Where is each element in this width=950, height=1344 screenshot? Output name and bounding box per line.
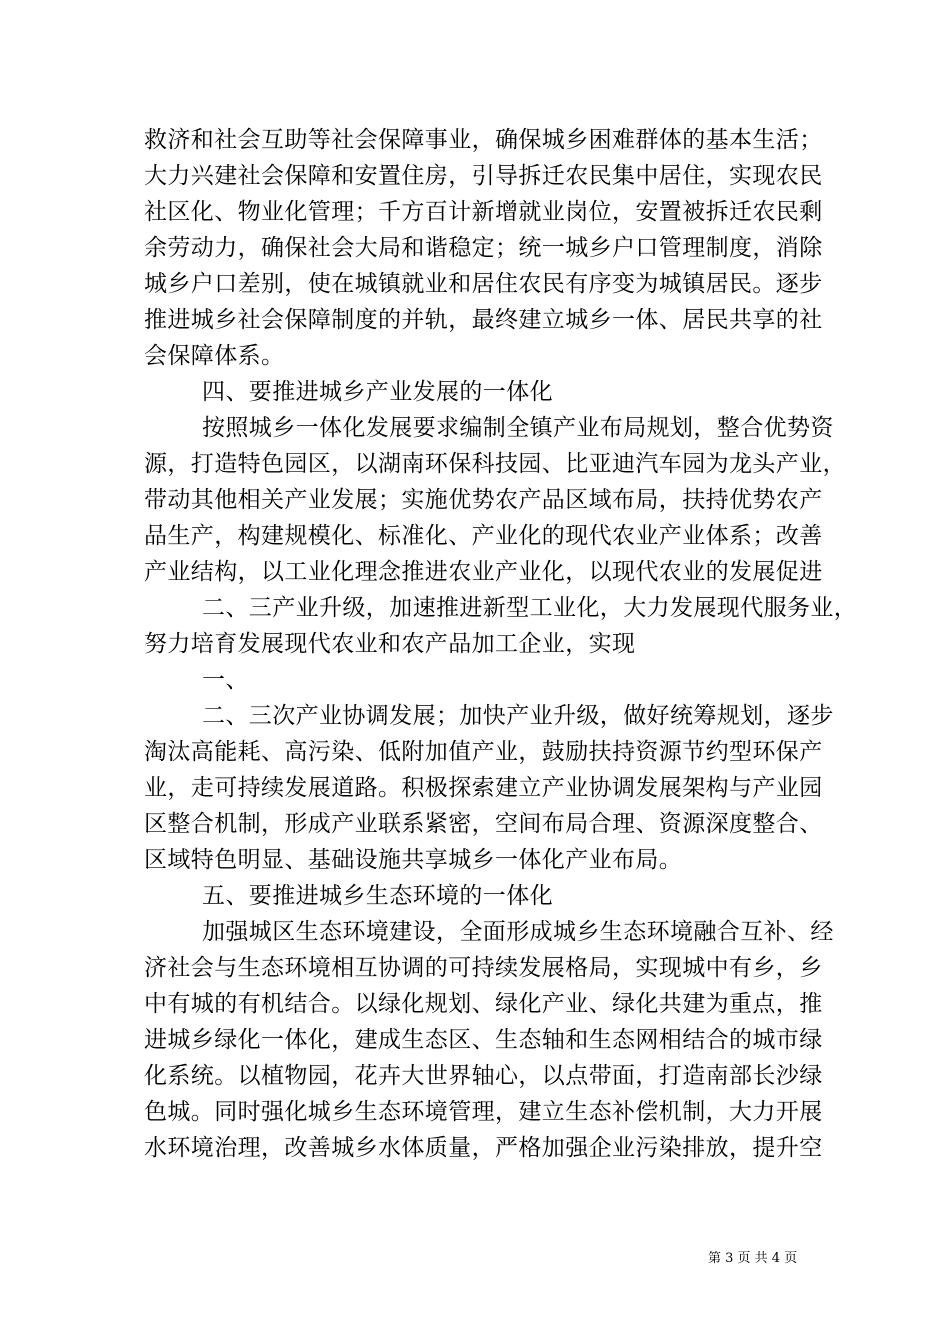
text-line: 化系统。以植物园，花卉大世界轴心，以点带面，打造南部长沙绿 (144, 1063, 823, 1089)
text-line: 二、三次产业协调发展；加快产业升级，做好统筹规划，逐步 (202, 703, 834, 729)
text-line: 努力培育发展现代农业和农产品加工企业，实现 (144, 631, 636, 657)
text-line: 源，打造特色园区，以湖南环保科技园、比亚迪汽车园为龙头产业， (144, 451, 846, 477)
text-line: 色城。同时强化城乡生态环境管理，建立生态补偿机制，大力开展 (144, 1099, 823, 1125)
text-line: 救济和社会互助等社会保障事业，确保城乡困难群体的基本生活； (144, 127, 823, 153)
text-line: 中有城的有机结合。以绿化规划、绿化产业、绿化共建为重点，推 (144, 991, 823, 1017)
text-line: 进城乡绿化一体化，建成生态区、生态轴和生态网相结合的城市绿 (144, 1027, 823, 1053)
text-line: 带动其他相关产业发展；实施优势农产品区域布局，扶持优势农产 (144, 487, 823, 513)
text-line: 余劳动力，确保社会大局和谐稳定；统一城乡户口管理制度，消除 (144, 235, 823, 261)
text-line: 二、三产业升级，加速推进新型工业化，大力发展现代服务业， (202, 595, 858, 621)
text-line: 水环境治理，改善城乡水体质量，严格加强企业污染排放，提升空 (144, 1135, 823, 1161)
text-line: 业，走可持续发展道路。积极探索建立产业协调发展架构与产业园 (144, 775, 823, 801)
section-heading: 五、要推进城乡生态环境的一体化 (202, 883, 553, 909)
text-line: 大力兴建社会保障和安置住房，引导拆迁农民集中居住，实现农民 (144, 163, 823, 189)
text-line: 社区化、物业化管理；千方百计新增就业岗位，安置被拆迁农民剩 (144, 199, 823, 225)
text-line: 产业结构，以工业化理念推进农业产业化，以现代农业的发展促进 (144, 559, 823, 585)
text-line: 按照城乡一体化发展要求编制全镇产业布局规划，整合优势资 (202, 415, 834, 441)
text-line: 会保障体系。 (144, 343, 285, 369)
text-line: 区整合机制，形成产业联系紧密，空间布局合理、资源深度整合、 (144, 811, 823, 837)
text-line: 加强城区生态环境建设，全面形成城乡生态环境融合互补、经 (202, 919, 834, 945)
page-number: 第 3 页 共 4 页 (708, 1251, 798, 1266)
text-line: 推进城乡社会保障制度的并轨，最终建立城乡一体、居民共享的社 (144, 307, 823, 333)
text-line: 城乡户口差别，使在城镇就业和居住农民有序变为城镇居民。逐步 (144, 271, 823, 297)
section-heading: 四、要推进城乡产业发展的一体化 (202, 379, 553, 405)
text-line: 品生产，构建规模化、标准化、产业化的现代农业产业体系；改善 (144, 523, 823, 549)
text-line: 淘汰高能耗、高污染、低附加值产业，鼓励扶持资源节约型环保产 (144, 739, 823, 765)
text-line: 一、 (202, 667, 249, 693)
text-line: 济社会与生态环境相互协调的可持续发展格局，实现城中有乡，乡 (144, 955, 823, 981)
text-line: 区域特色明显、基础设施共享城乡一体化产业布局。 (144, 847, 683, 873)
